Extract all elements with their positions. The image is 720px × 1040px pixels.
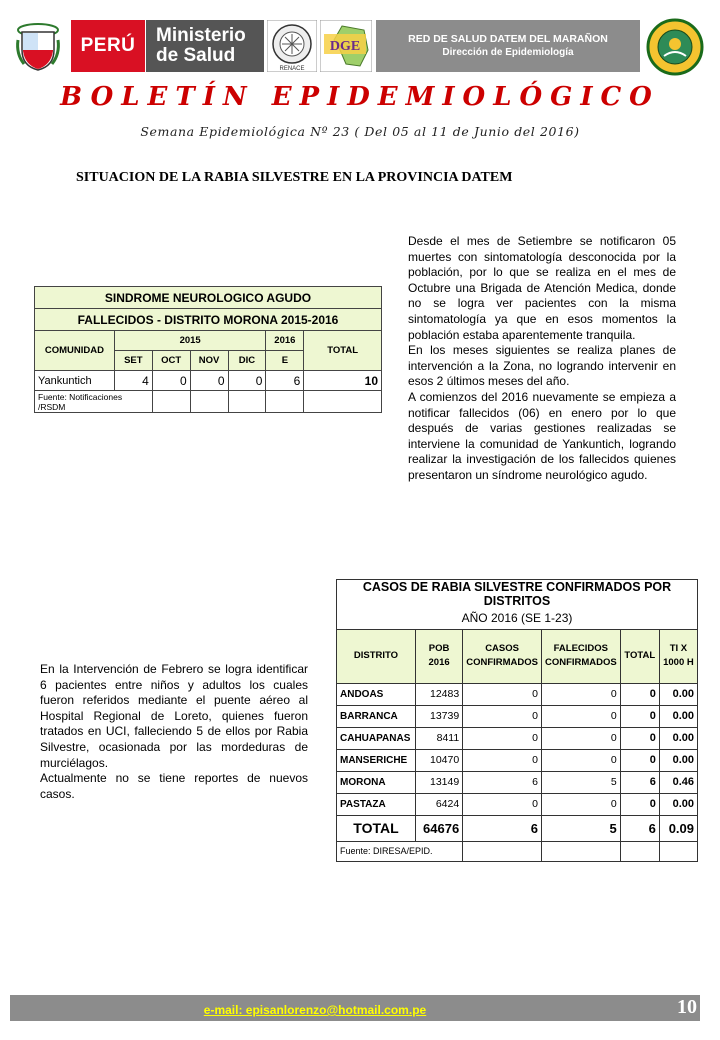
table2-district: BARRANCA — [337, 705, 416, 727]
table2-ti: 0.00 — [659, 749, 697, 771]
table-row — [337, 793, 698, 815]
table2-casos: 0 — [463, 705, 542, 727]
table2-total: 0 — [620, 683, 659, 705]
table2-ti: 0.00 — [659, 683, 697, 705]
page-number: 10 — [677, 996, 697, 1018]
ministerio-line1: Ministerio — [156, 25, 246, 46]
table2-fallecidos: 0 — [541, 749, 620, 771]
paragraph-text: A comienzos del 2016 nuevamente se empieza a notificar fallecidos (06) en enero por lo que después de varias gestiones realizadas se interviene la comunidad de Yankuntich, logrando realizar la investigación de los fallecidos quienes presentaron un síndrome neurológico agudo. — [408, 389, 676, 482]
table1-cell: 6 — [266, 371, 304, 391]
table2-casos: 0 — [463, 793, 542, 815]
red-salud-title: RED DE SALUD DATEM DEL MARAÑON — [408, 33, 608, 45]
table1-cell: 0 — [190, 371, 228, 391]
table2-total-casos: 6 — [463, 815, 542, 841]
table2-pob: 8411 — [415, 727, 462, 749]
table1-empty-cell — [228, 391, 266, 413]
paragraph-situation — [408, 234, 676, 484]
paragraph-text: Desde el mes de Setiembre se notificaron 05 muertes con sintomatología desconocida por la población, por lo que se realiza en el mes de Octubre una Brigada de Atención Medica, donde no se logra ver pacientes con la misma sintomatología ya que en esos momentos la población estaba aparentemente tranquila. — [408, 234, 676, 342]
table1-col-total: TOTAL — [304, 331, 382, 371]
table2-empty-cell — [620, 841, 659, 861]
table1-title1: SINDROME NEUROLOGICO AGUDO — [35, 287, 382, 309]
paragraph-intervention — [40, 662, 308, 802]
table-row — [337, 749, 698, 771]
table-row — [337, 705, 698, 727]
table1-cell: 0 — [152, 371, 190, 391]
table2-fallecidos: 0 — [541, 727, 620, 749]
table2-total: 0 — [620, 749, 659, 771]
table2-header: TOTAL — [620, 629, 659, 683]
table2-district: CAHUAPANAS — [337, 727, 416, 749]
table1-month: DIC — [228, 351, 266, 371]
table2-subtitle: AÑO 2016 (SE 1-23) — [337, 608, 698, 629]
table2-pob: 12483 — [415, 683, 462, 705]
table1-cell: 4 — [114, 371, 152, 391]
table2-header: POB 2016 — [415, 629, 462, 683]
table-row — [337, 683, 698, 705]
table2-ti: 0.00 — [659, 727, 697, 749]
table2-casos: 6 — [463, 771, 542, 793]
red-salud-banner — [376, 20, 640, 72]
table2-empty-cell — [659, 841, 697, 861]
paragraph-text: Actualmente no se tiene reportes de nuevos casos. — [40, 771, 308, 801]
table2-district: MORONA — [337, 771, 416, 793]
table2-total-label: TOTAL — [337, 815, 416, 841]
table2-pob: 6424 — [415, 793, 462, 815]
table2-casos: 0 — [463, 749, 542, 771]
bulletin-subtitle: Semana Epidemiológica Nº 23 ( Del 05 al 11 de Junio del 2016) — [140, 124, 580, 139]
section-title: SITUACION DE LA RABIA SILVESTRE EN LA PROVINCIA DATEM — [76, 170, 513, 185]
table2-total-row — [337, 815, 698, 841]
table2-total: 0 — [620, 727, 659, 749]
svg-text:DGE: DGE — [329, 39, 361, 54]
table2-pob: 13739 — [415, 705, 462, 727]
table1-year-2015: 2015 — [114, 331, 266, 351]
dge-logo-icon — [320, 20, 372, 72]
table1-year-2016: 2016 — [266, 331, 304, 351]
table2-empty-cell — [541, 841, 620, 861]
table2-casos: 0 — [463, 683, 542, 705]
table1-community: Yankuntich — [35, 371, 115, 391]
table2-district: PASTAZA — [337, 793, 416, 815]
table2-district: ANDOAS — [337, 683, 416, 705]
table1-empty-cell — [190, 391, 228, 413]
renace-logo-icon — [267, 20, 317, 72]
table2-header: FALECIDOS CONFIRMADOS — [541, 629, 620, 683]
table2-header: TI X 1000 H — [659, 629, 697, 683]
table-row — [337, 771, 698, 793]
table2-total: 6 — [620, 771, 659, 793]
table1-empty-cell — [304, 391, 382, 413]
peru-coat-of-arms-icon — [14, 20, 62, 72]
header-banner — [8, 18, 712, 76]
table2-total-ti: 0.09 — [659, 815, 697, 841]
datem-logo-icon — [644, 18, 706, 76]
rabies-cases-table — [336, 579, 698, 862]
table2-total-fallecidos: 5 — [541, 815, 620, 841]
table2-fallecidos: 5 — [541, 771, 620, 793]
table2-title: CASOS DE RABIA SILVESTRE CONFIRMADOS POR DISTRITOS — [337, 580, 698, 609]
table2-ti: 0.46 — [659, 771, 697, 793]
table1-empty-cell — [266, 391, 304, 413]
table2-fallecidos: 0 — [541, 793, 620, 815]
table2-header: DISTRITO — [337, 629, 416, 683]
table2-fallecidos: 0 — [541, 683, 620, 705]
neurological-syndrome-table — [34, 286, 382, 413]
table1-empty-cell — [152, 391, 190, 413]
peru-label: PERÚ — [80, 35, 136, 56]
table2-ti: 0.00 — [659, 705, 697, 727]
table1-title2: FALLECIDOS - DISTRITO MORONA 2015-2016 — [35, 309, 382, 331]
table1-month: E — [266, 351, 304, 371]
table2-casos: 0 — [463, 727, 542, 749]
red-salud-subtitle: Dirección de Epidemiología — [442, 47, 574, 58]
table2-total-pob: 64676 — [415, 815, 462, 841]
footer-email-link[interactable]: e-mail: episanlorenzo@hotmail.com.pe — [203, 1003, 427, 1017]
table-row — [35, 371, 382, 391]
peru-logo — [71, 20, 145, 72]
table1-month: OCT — [152, 351, 190, 371]
table1-month: NOV — [190, 351, 228, 371]
table2-total-total: 6 — [620, 815, 659, 841]
table2-pob: 10470 — [415, 749, 462, 771]
table-row — [337, 727, 698, 749]
table2-total: 0 — [620, 705, 659, 727]
ministerio-line2: de Salud — [156, 45, 236, 66]
table2-header: CASOS CONFIRMADOS — [463, 629, 542, 683]
svg-text:RENACE: RENACE — [279, 66, 305, 72]
table2-source: Fuente: DIRESA/EPID. — [337, 841, 463, 861]
paragraph-text: En los meses siguientes se realiza planes de intervención a la Zona, no logrando intervenir en esos 2 últimos meses del año. — [408, 343, 676, 389]
table2-ti: 0.00 — [659, 793, 697, 815]
table2-empty-cell — [463, 841, 542, 861]
table2-total: 0 — [620, 793, 659, 815]
paragraph-text: En la Intervención de Febrero se logra identificar 6 pacientes entre niños y adultos los cuales fueron referidos mediante el puente aéreo al Hospital Regional de Loreto, quienes fueron tratados en UCI, falleciendo 5 de ellos por Rabia Silvestre, ocasionada por las mordeduras de murciélagos. — [40, 662, 308, 770]
table1-col-comunidad: COMUNIDAD — [35, 331, 115, 371]
table2-district: MANSERICHE — [337, 749, 416, 771]
table1-source: Fuente: Notificaciones /RSDM — [35, 391, 153, 413]
bulletin-title: BOLETÍN EPIDEMIOLÓGICO — [60, 82, 660, 112]
table1-total: 10 — [304, 371, 382, 391]
table1-month: SET — [114, 351, 152, 371]
table1-cell: 0 — [228, 371, 266, 391]
table2-fallecidos: 0 — [541, 705, 620, 727]
table2-pob: 13149 — [415, 771, 462, 793]
ministerio-logo — [146, 20, 264, 72]
